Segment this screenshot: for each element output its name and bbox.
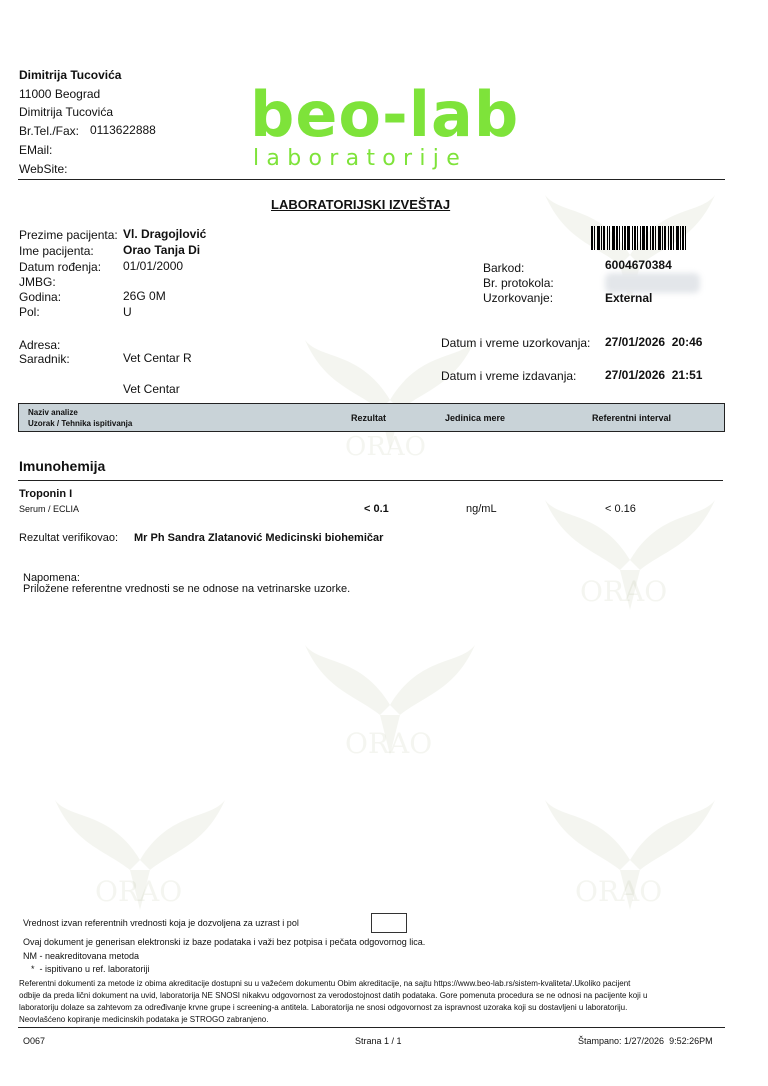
protocol-label: Br. protokola: [483,276,554,290]
jmbg-label: JMBG: [19,275,56,289]
sampling-label: Uzorkovanje: [483,291,554,305]
col-result: Rezultat [351,413,387,423]
note-text: Priložene referentne vrednosti se ne odnose na vetrinarske uzorke. [23,583,351,595]
brand-logo-subtitle: laboratorije [253,146,468,171]
footer-disclaimer-4: Neovlašćeno kopiranje medicinskih podataka je STROGO zabranjeno. [19,1015,269,1024]
watermark-eagle-icon [50,790,230,930]
footer-printed: Štampano: 1/27/2026 9:52:26PM [578,1036,713,1046]
protocol-value-redacted [605,273,700,293]
barcode-value: 6004670384 [605,258,672,272]
col-unit: Jedinica mere [445,413,506,423]
surname-label: Prezime pacijenta: [19,228,118,242]
watermark-text: ORAO [345,727,433,760]
footer-generated: Ovaj dokument je generisan elektronski iz baze podataka i važi bez potpisa i pečata odgovornog lica. [23,937,426,947]
dob-value: 01/01/2000 [123,259,184,273]
associate-value: Vet Centar R [123,351,192,365]
test-reference: < 0.16 [605,503,636,515]
footer-nm: NM - neakreditovana metoda [23,951,140,961]
lab-street: Dimitrija Tucovića [19,105,114,119]
col-reference: Referentni interval [592,413,672,423]
brand-logo: beo-lab [250,78,520,151]
lab-email-label: EMail: [19,143,53,157]
verified-label: Rezultat verifikovao: [19,532,119,544]
footer-disclaimer-1: Referentni dokumenti za metode iz obima akreditacije dostupni su u važećem dokumentu Obim akreditacije, na sajtu https://www.beo-lab.rs/sistem-kvaliteta/.Ukoliko pacijent [19,979,631,988]
watermark-text: ORAO [575,875,663,908]
name-value: Orao Tanja Di [123,243,201,257]
results-table-header [18,403,725,432]
name-label: Ime pacijenta: [19,244,94,258]
sampled-at-label: Datum i vreme uzorkovanja: [441,336,591,350]
legend-out-of-range: Vrednost izvan referentnih vrednosti koja je dozvoljena za uzrast i pol [23,918,299,928]
dob-label: Datum rođenja: [19,260,102,274]
verified-value: Mr Ph Sandra Zlatanović Medicinski biohemičar [134,532,384,544]
sex-value: U [123,305,132,319]
test-unit: ng/mL [466,503,497,515]
watermark-eagle-icon [540,790,720,930]
footer-disclaimer-3: laboratoriju dolaze sa zahtevom za određivanje krvne grupe i screening-a antitela. Laboratorija ne snosi odgovornost za ispravnost uzoraka koji su dostavljeni u laboratoriju. [19,1003,628,1012]
note-label: Napomena: [23,572,80,584]
test-name: Troponin I [19,488,73,500]
lab-tel-label: Br.Tel./Fax: [19,124,80,138]
lab-city: 11000 Beograd [19,87,101,101]
associate-label: Saradnik: [19,352,70,366]
lab-name: Dimitrija Tucovića [19,68,122,82]
barcode-image [591,226,708,250]
sampling-value: External [605,291,653,305]
sex-label: Pol: [19,305,40,319]
associate-value-2: Vet Centar [123,382,180,396]
col-sample-method: Uzorak / Tehnika ispitivanja [28,419,133,428]
footer-page-number: Strana 1 / 1 [355,1036,402,1046]
col-analysis-name: Naziv analize [28,408,78,417]
section-divider [18,480,723,481]
footer-star: * - ispitivano u ref. laboratoriji [31,964,150,974]
footer-divider [18,1027,725,1028]
issued-at-value: 27/01/2026 21:51 [605,368,703,382]
test-method: Serum / ECLIA [19,504,80,514]
surname-value: Vl. Dragojlović [123,227,207,241]
footer-code: O067 [23,1036,46,1046]
section-title: Imunohemija [19,458,106,474]
test-result: < 0.1 [364,503,389,515]
age-label: Godina: [19,290,62,304]
age-value: 26G 0M [123,289,166,303]
header-divider [18,179,725,180]
legend-out-of-range-box [371,913,407,933]
report-title: LABORATORIJSKI IZVEŠTAJ [271,197,451,212]
footer-disclaimer-2: odbije da preda lični dokument na uvid, laboratorija NE SNOSI nikakvu odgovornost za verodostojnost datih podataka. Gore pomenuta procedura se ne odnosi na pacijente koji u [19,991,648,1000]
lab-tel-value: 0113622888 [90,123,156,137]
issued-at-label: Datum i vreme izdavanja: [441,369,577,383]
address-label: Adresa: [19,338,61,352]
barcode-label: Barkod: [483,261,525,275]
watermark-text: ORAO [580,575,668,608]
watermark-text: ORAO [345,432,426,462]
watermark-text: ORAO [95,875,183,908]
lab-website-label: WebSite: [19,162,68,176]
sampled-at-value: 27/01/2026 20:46 [605,335,703,349]
